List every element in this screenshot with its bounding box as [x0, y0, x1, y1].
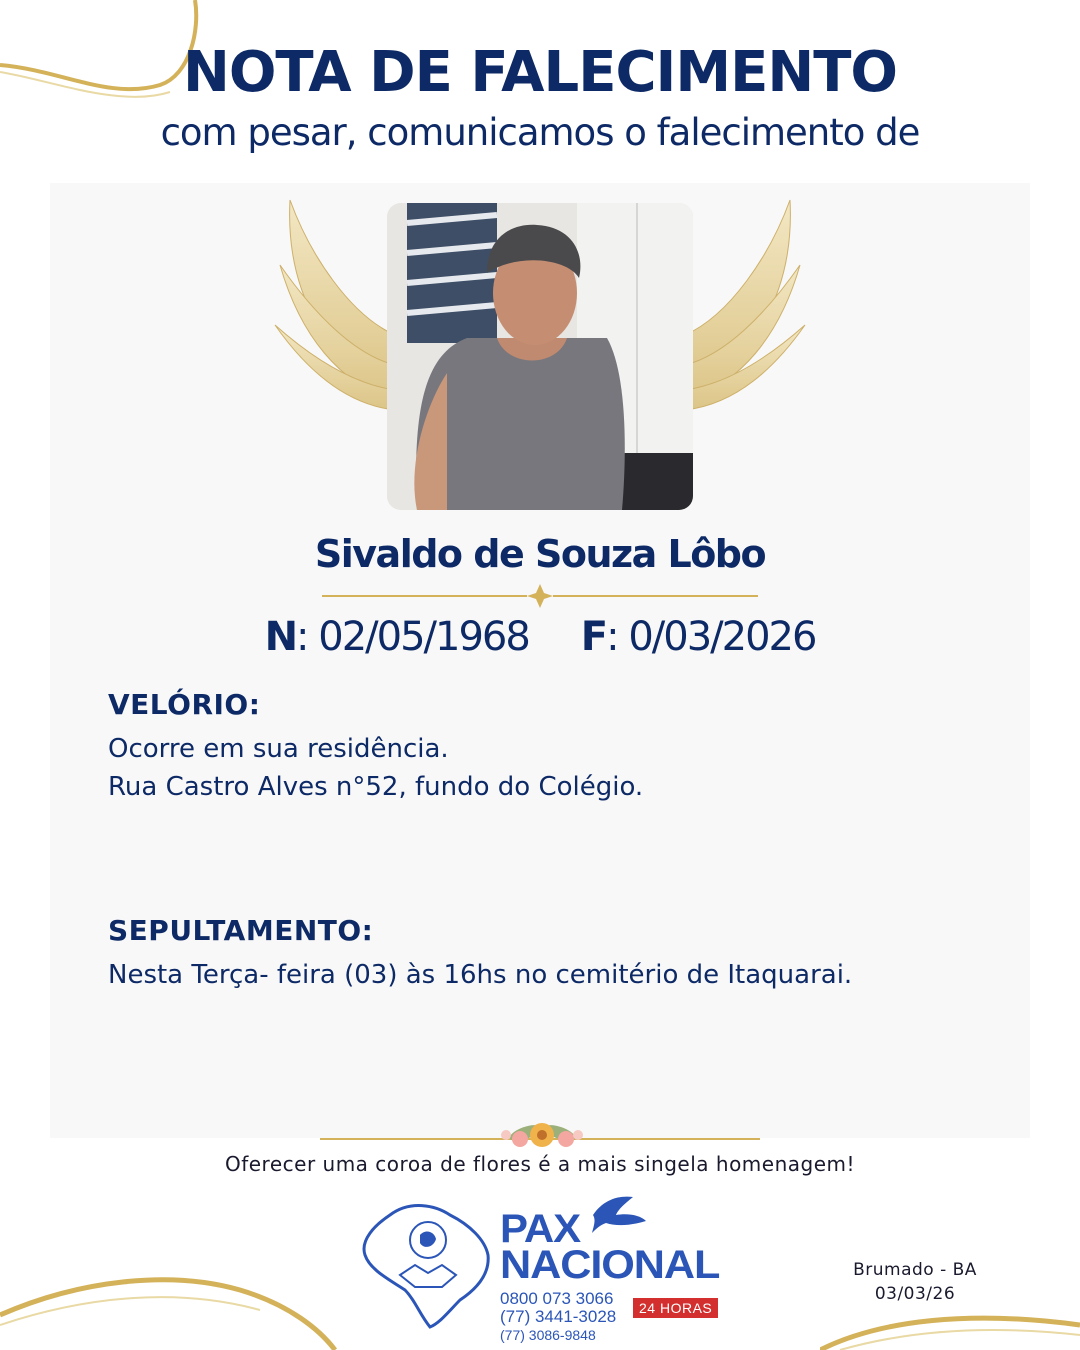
deceased-name: Sivaldo de Souza Lôbo	[314, 532, 766, 576]
death-label: F	[580, 614, 607, 660]
tribute-message: Oferecer uma coroa de flores é a mais singela homenagem!	[224, 1152, 856, 1176]
death-date: 0/03/2026	[628, 614, 816, 660]
phone-list	[500, 1290, 616, 1344]
gold-swoosh-bottom-left	[0, 1270, 340, 1350]
header	[0, 40, 1080, 154]
gold-divider	[322, 584, 758, 608]
location-block	[830, 1258, 1000, 1306]
page-subtitle: com pesar, comunicamos o falecimento de	[160, 111, 920, 154]
phone-number-2: (77) 3441-3028	[500, 1307, 617, 1326]
city-label: Brumado - BA	[853, 1260, 977, 1280]
post-date: 03/03/26	[874, 1284, 956, 1304]
brazil-map-logo-icon	[360, 1195, 495, 1330]
phone-number-3: (77) 3086-9848	[500, 1327, 596, 1343]
dove-icon	[588, 1195, 648, 1235]
velorio-text	[108, 730, 643, 806]
phone-number-1: 0800 073 3066	[500, 1289, 614, 1308]
birth-label: N	[264, 614, 297, 660]
brand-name-line-1: PAX	[500, 1207, 581, 1251]
velorio-line-2: Rua Castro Alves n°52, fundo do Colégio.	[108, 772, 644, 802]
sepultamento-label: SEPULTAMENTO:	[108, 914, 374, 947]
deceased-photo	[387, 203, 693, 510]
page-title: NOTA DE FALECIMENTO	[182, 40, 898, 105]
velorio-line-1: Ocorre em sua residência.	[108, 734, 449, 764]
sepultamento-text: Nesta Terça- feira (03) às 16hs no cemitério de Itaquarai.	[108, 960, 853, 990]
dates-row: N: 02/05/1968 F: 0/03/2026	[264, 614, 816, 660]
24h-badge: 24 HORAS	[633, 1298, 718, 1318]
velorio-label: VELÓRIO:	[108, 688, 261, 721]
brand-name-line-2: NACIONAL	[500, 1243, 720, 1287]
birth-date: 02/05/1968	[318, 614, 529, 660]
gold-swoosh-bottom-right	[820, 1300, 1080, 1350]
